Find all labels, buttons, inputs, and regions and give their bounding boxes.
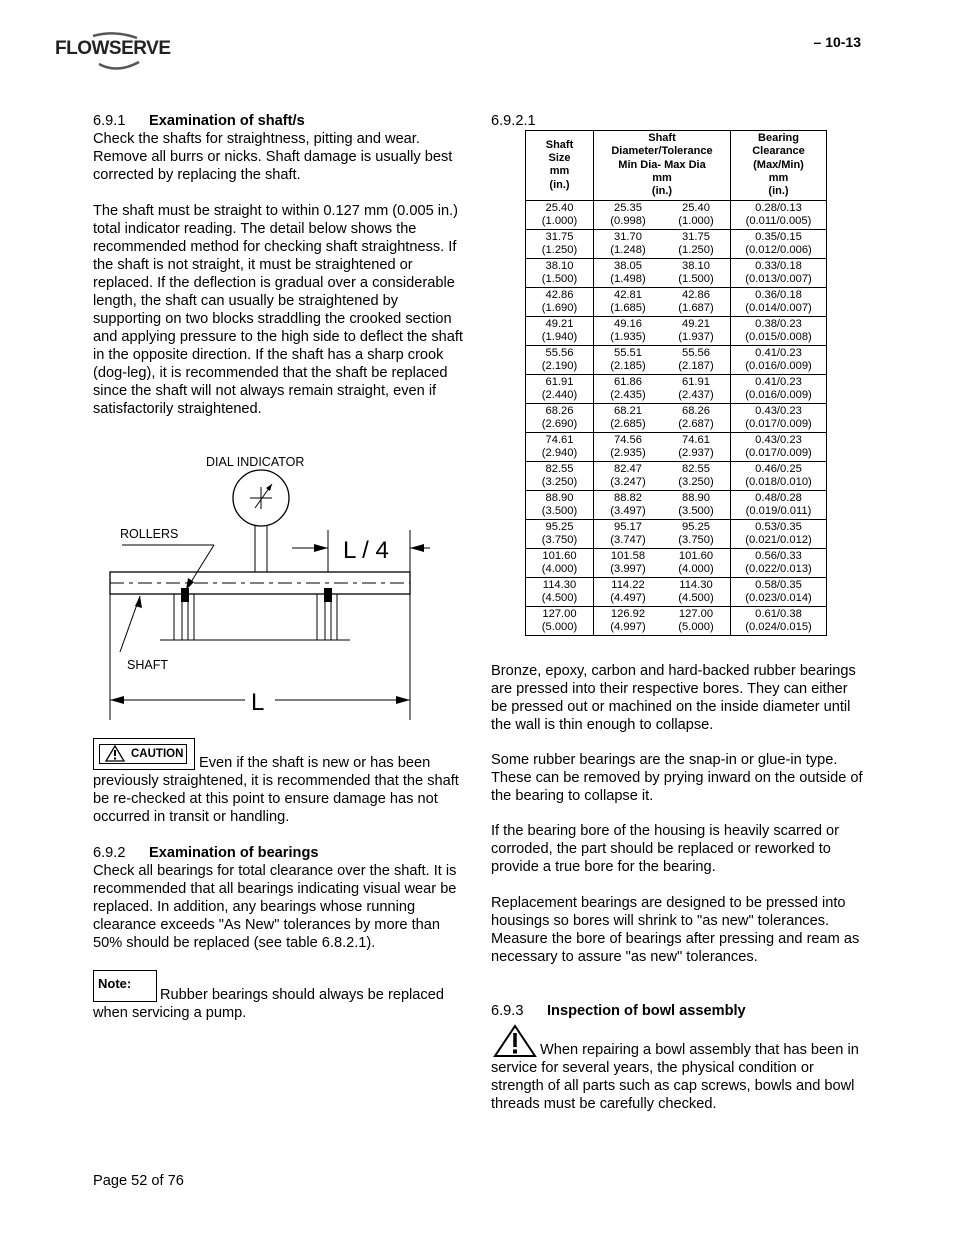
note-text: Rubber bearings should always be replaced when servicing a pump. [93, 987, 444, 1021]
cell-shaft-size: 114.30 (4.500) [526, 578, 594, 607]
shaft-straightness-paragraph: The shaft must be straight to within 0.127 mm (0.005 in.) total indicator reading. The detail below shows the recommended method for checking shaft straightness. If the shaft is not straight, it must be straightened or replaced. If the deflection is gradual over a considerable length, the shaft can usually be straightened by supporting on two blocks straddling the crooked section and applying pressure to the high side to deflect the shaft in the opposite direction. If the shaft has a sharp crook (dog-leg), it is recommended that the shaft be replaced since the shaft will not always remain straight, even if satisfactorily straightened. [93, 203, 463, 417]
cell-max-diameter: 82.55 (3.250) [662, 462, 731, 491]
cell-bearing-clearance: 0.33/0.18 (0.013/0.007) [731, 259, 827, 288]
cell-shaft-size: 95.25 (3.750) [526, 520, 594, 549]
cell-shaft-size: 31.75 (1.250) [526, 230, 594, 259]
shaft-label: SHAFT [127, 658, 168, 672]
length-dimension [110, 594, 410, 720]
cell-max-diameter: 101.60 (4.000) [662, 549, 731, 578]
cell-min-diameter: 82.47 (3.247) [594, 462, 662, 491]
dial-indicator-icon [233, 470, 289, 572]
caution-text: Even if the shaft is new or has been previously straightened, it is recommended that the shaft be re-checked at this point to ensure damage has not occurred in transit or handling. [93, 755, 459, 825]
document-code: – 10-13 [813, 34, 861, 50]
table-row [526, 491, 827, 520]
cell-max-diameter: 88.90 (3.500) [662, 491, 731, 520]
shaft-straightness-diagram [100, 450, 430, 725]
caution-label: CAUTION [131, 748, 184, 760]
cell-max-diameter: 42.86 (1.687) [662, 288, 731, 317]
cell-min-diameter: 114.22 (4.497) [594, 578, 662, 607]
bearing-bore-paragraph: If the bearing bore of the housing is heavily scarred or corroded, the part should be replaced or reworked to provide a true bore for the bearing. [491, 823, 840, 875]
cell-shaft-size: 88.90 (3.500) [526, 491, 594, 520]
section-number: 6.9.3 [491, 1003, 524, 1019]
cell-min-diameter: 61.86 (2.435) [594, 375, 662, 404]
table-row [526, 433, 827, 462]
cell-bearing-clearance: 0.28/0.13 (0.011/0.005) [731, 201, 827, 230]
table-number: 6.9.2.1 [491, 113, 536, 129]
cell-max-diameter: 25.40 (1.000) [662, 201, 731, 230]
header-shaft-diameter: Shaft Diameter/Tolerance Min Dia- Max Dia mm (in.) [594, 131, 731, 201]
cell-min-diameter: 55.51 (2.185) [594, 346, 662, 375]
cell-bearing-clearance: 0.41/0.23 (0.016/0.009) [731, 346, 827, 375]
cell-max-diameter: 49.21 (1.937) [662, 317, 731, 346]
header-shaft-size: Shaft Size mm (in.) [526, 131, 594, 201]
cell-shaft-size: 74.61 (2.940) [526, 433, 594, 462]
cell-bearing-clearance: 0.46/0.25 (0.018/0.010) [731, 462, 827, 491]
section-6-9-1-heading [93, 112, 465, 130]
note-label: Note: [98, 976, 132, 991]
table-row [526, 578, 827, 607]
cell-shaft-size: 127.00 (5.000) [526, 607, 594, 636]
table-row [526, 288, 827, 317]
page-number: Page 52 of 76 [93, 1173, 184, 1189]
table-row [526, 201, 827, 230]
bowl-inspection-warning-text: When repairing a bowl assembly that has been in service for several years, the physical condition or strength of all parts such as cap screws, bowls and bowl threads must be carefully checked. [491, 1042, 859, 1112]
cell-bearing-clearance: 0.43/0.23 (0.017/0.009) [731, 404, 827, 433]
cell-bearing-clearance: 0.58/0.35 (0.023/0.014) [731, 578, 827, 607]
cell-max-diameter: 31.75 (1.250) [662, 230, 731, 259]
cell-bearing-clearance: 0.43/0.23 (0.017/0.009) [731, 433, 827, 462]
cell-min-diameter: 74.56 (2.935) [594, 433, 662, 462]
cell-max-diameter: 95.25 (3.750) [662, 520, 731, 549]
cell-max-diameter: 61.91 (2.437) [662, 375, 731, 404]
cell-max-diameter: 74.61 (2.937) [662, 433, 731, 462]
cell-max-diameter: 68.26 (2.687) [662, 404, 731, 433]
cell-shaft-size: 61.91 (2.440) [526, 375, 594, 404]
cell-min-diameter: 25.35 (0.998) [594, 201, 662, 230]
cell-shaft-size: 42.86 (1.690) [526, 288, 594, 317]
cell-max-diameter: 38.10 (1.500) [662, 259, 731, 288]
table-header-row [526, 131, 827, 201]
cell-shaft-size: 49.21 (1.940) [526, 317, 594, 346]
logo-swoosh-icon [55, 32, 165, 76]
cell-min-diameter: 31.70 (1.248) [594, 230, 662, 259]
shaft-check-paragraph: Check the shafts for straightness, pitting and wear. Remove all burrs or nicks. Shaft damage is usually best corrected by replacing the shaft. [93, 131, 453, 183]
cell-shaft-size: 38.10 (1.500) [526, 259, 594, 288]
section-number: 6.9.1 [93, 113, 126, 129]
cell-bearing-clearance: 0.56/0.33 (0.022/0.013) [731, 549, 827, 578]
header-bearing-clearance: Bearing Clearance (Max/Min) mm (in.) [731, 131, 827, 201]
cell-max-diameter: 127.00 (5.000) [662, 607, 731, 636]
cell-bearing-clearance: 0.38/0.23 (0.015/0.008) [731, 317, 827, 346]
table-row [526, 259, 827, 288]
length-label: L [251, 689, 265, 716]
cell-max-diameter: 114.30 (4.500) [662, 578, 731, 607]
cell-bearing-clearance: 0.61/0.38 (0.024/0.015) [731, 607, 827, 636]
rollers-label: ROLLERS [120, 527, 179, 541]
cell-min-diameter: 42.81 (1.685) [594, 288, 662, 317]
quarter-length-dimension [292, 530, 430, 572]
rubber-bearings-paragraph: Some rubber bearings are the snap-in or glue-in type. These can be removed by prying inward on the outside of the bearing to collapse it. [491, 752, 863, 804]
cell-min-diameter: 95.17 (3.747) [594, 520, 662, 549]
table-row [526, 520, 827, 549]
table-row [526, 549, 827, 578]
table-row [526, 462, 827, 491]
section-title: Examination of shaft/s [149, 113, 305, 129]
table-row [526, 317, 827, 346]
bearing-examination-paragraph: Check all bearings for total clearance over the shaft. It is recommended that all bearings indicating visual wear be replaced. In addition, any bearings whose running clearance exceeds "As New" tolerances by more than 50% should be replaced (see table 6.8.2.1). [93, 863, 457, 951]
section-6-9-3-heading [491, 1002, 863, 1020]
right-roller-support [317, 588, 337, 640]
shaft-bearing-tolerance-table [525, 130, 827, 636]
cell-min-diameter: 88.82 (3.497) [594, 491, 662, 520]
cell-min-diameter: 38.05 (1.498) [594, 259, 662, 288]
cell-shaft-size: 82.55 (3.250) [526, 462, 594, 491]
cell-bearing-clearance: 0.41/0.23 (0.016/0.009) [731, 375, 827, 404]
cell-shaft-size: 25.40 (1.000) [526, 201, 594, 230]
cell-max-diameter: 55.56 (2.187) [662, 346, 731, 375]
table-row [526, 375, 827, 404]
cell-min-diameter: 126.92 (4.997) [594, 607, 662, 636]
cell-min-diameter: 68.21 (2.685) [594, 404, 662, 433]
cell-shaft-size: 101.60 (4.000) [526, 549, 594, 578]
section-6-9-2-heading [93, 844, 465, 862]
flowserve-logo [55, 32, 171, 76]
cell-bearing-clearance: 0.35/0.15 (0.012/0.006) [731, 230, 827, 259]
section-number: 6.9.2 [93, 845, 126, 861]
cell-bearing-clearance: 0.53/0.35 (0.021/0.012) [731, 520, 827, 549]
cell-min-diameter: 101.58 (3.997) [594, 549, 662, 578]
table-row [526, 404, 827, 433]
left-roller-support [174, 588, 194, 640]
dial-indicator-label: DIAL INDICATOR [206, 455, 305, 469]
section-title: Inspection of bowl assembly [547, 1003, 746, 1019]
cell-shaft-size: 55.56 (2.190) [526, 346, 594, 375]
section-title: Examination of bearings [149, 845, 319, 861]
cell-bearing-clearance: 0.48/0.28 (0.019/0.011) [731, 491, 827, 520]
replacement-bearings-paragraph: Replacement bearings are designed to be pressed into housings so bores will shrink to "as new" tolerances. Measure the bore of bearings after pressing and ream as necessary to assure "as new" tolerances. [491, 895, 860, 965]
cell-min-diameter: 49.16 (1.935) [594, 317, 662, 346]
brand-name: FLOWSERVE [55, 38, 171, 59]
table-row [526, 346, 827, 375]
quarter-length-label: L / 4 [343, 537, 389, 564]
cell-shaft-size: 68.26 (2.690) [526, 404, 594, 433]
table-row [526, 607, 827, 636]
cell-bearing-clearance: 0.36/0.18 (0.014/0.007) [731, 288, 827, 317]
bronze-bearings-paragraph: Bronze, epoxy, carbon and hard-backed rubber bearings are pressed into their respective bores. They can either be pressed out or machined on the inside diameter until the wall is thin enough to collapse. [491, 663, 856, 733]
table-row [526, 230, 827, 259]
